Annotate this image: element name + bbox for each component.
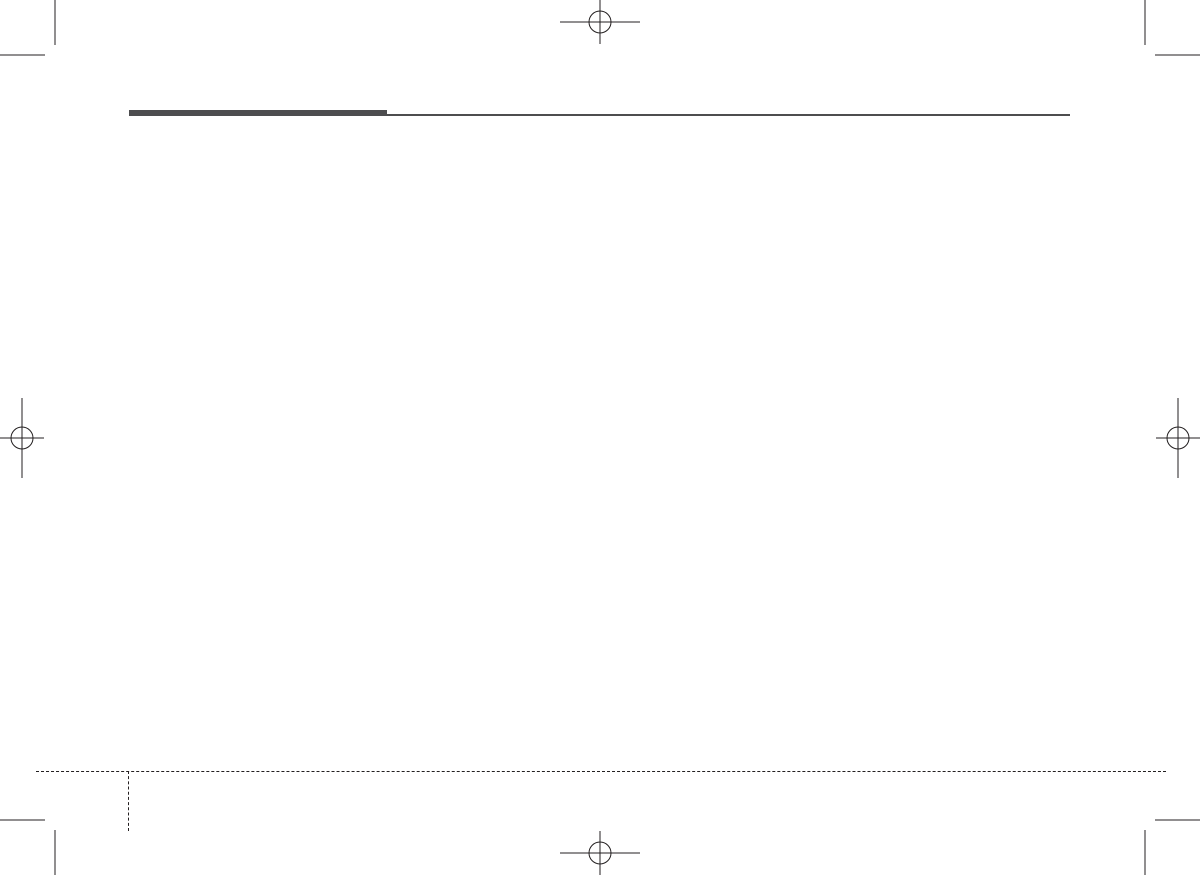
registration-mark-left (0, 398, 44, 478)
title-rule-dark (129, 110, 387, 116)
footer-dashed-rule (36, 771, 1166, 772)
registration-mark-bottom (560, 831, 640, 875)
registration-mark-top (560, 0, 640, 44)
title-rule-thin (387, 114, 1070, 116)
footer-dashed-divider (128, 771, 129, 831)
registration-mark-right (1156, 398, 1200, 478)
